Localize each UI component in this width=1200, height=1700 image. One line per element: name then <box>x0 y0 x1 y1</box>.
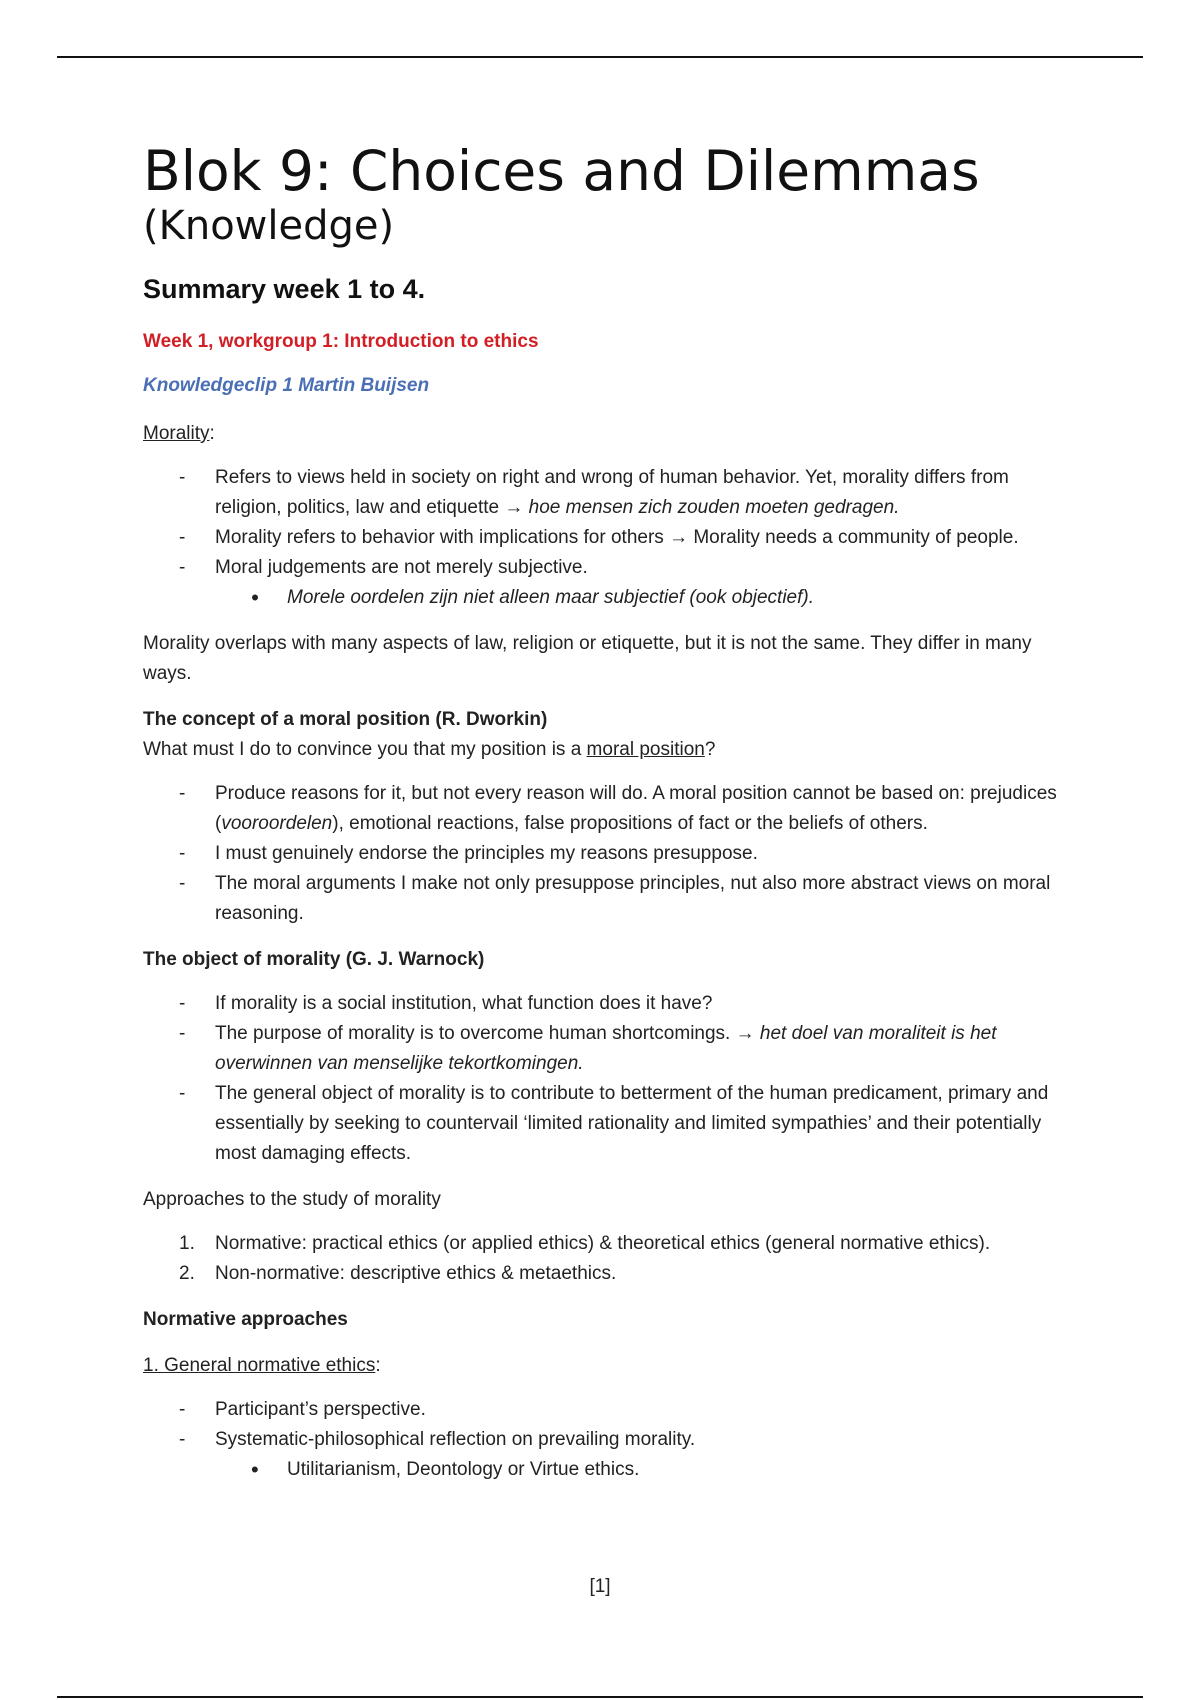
bottom-rule <box>57 1696 1143 1698</box>
list-item: - The purpose of morality is to overcome human shortcomings. → het doel van moraliteit is het overwinnen van menselijke tekortkomingen. <box>215 1019 1063 1079</box>
normative-subheading: 1. General normative ethics <box>143 1355 376 1376</box>
list-item: - If morality is a social institution, what function does it have? <box>215 989 1063 1019</box>
list-item: • Utilitarianism, Deontology or Virtue ethics. <box>287 1455 1063 1485</box>
warnock-list <box>143 989 1063 1169</box>
dworkin-heading: The concept of a moral position (R. Dworkin) <box>143 709 548 730</box>
morality-label-line: Morality: <box>143 423 215 444</box>
dworkin-list <box>143 779 1063 929</box>
arrow-right-icon: → <box>504 497 524 518</box>
list-item: - I must genuinely endorse the principles my reasons presuppose. <box>215 839 1063 869</box>
document-title: Blok 9: Choices and Dilemmas <box>143 139 980 203</box>
arrow-right-icon: → <box>669 527 689 548</box>
document-page <box>143 140 1063 1485</box>
list-item: - Morality refers to behavior with implications for others → Morality needs a community of people. <box>215 523 1063 553</box>
week-heading: Week 1, workgroup 1: Introduction to ethics <box>143 331 539 352</box>
normative-sub-list <box>215 1455 1063 1485</box>
overlap-paragraph: Morality overlaps with many aspects of law, religion or etiquette, but it is not the same. They differ in many ways. <box>143 633 1032 684</box>
dworkin-question: What must I do to convince you that my position is a moral position? <box>143 739 716 760</box>
arrow-right-icon: → <box>735 1023 755 1044</box>
list-item: 2. Non-normative: descriptive ethics & metaethics. <box>179 1263 617 1284</box>
normative-list <box>143 1395 1063 1485</box>
list-item: - Participant’s perspective. <box>215 1395 1063 1425</box>
list-item: - Refers to views held in society on right and wrong of human behavior. Yet, morality differs from religion, politics, law and etiquette → hoe mensen zich zouden moeten gedragen. <box>215 463 1063 523</box>
approaches-list <box>143 1229 1063 1289</box>
list-item: - The moral arguments I make not only presuppose principles, nut also more abstract views on moral reasoning. <box>215 869 1063 929</box>
summary-heading: Summary week 1 to 4. <box>143 274 426 304</box>
list-item: - The general object of morality is to contribute to betterment of the human predicament, primary and essentially by seeking to countervail ‘limited rationality and limited sympathies’ and their potentially most damaging effects. <box>215 1079 1063 1169</box>
normative-subheading-line: 1. General normative ethics: <box>143 1355 381 1376</box>
document-subtitle: (Knowledge) <box>143 203 395 249</box>
list-item: - Moral judgements are not merely subjective. • Morele oordelen zijn niet alleen maar subjectief (ook objectief). <box>215 553 1063 613</box>
list-item: • Morele oordelen zijn niet alleen maar subjectief (ook objectief). <box>287 583 1063 613</box>
morality-sub-list <box>215 583 1063 613</box>
morality-label: Morality <box>143 423 210 444</box>
list-item: 1. Normative: practical ethics (or applied ethics) & theoretical ethics (general normative ethics). <box>179 1233 991 1254</box>
page-number: [1] <box>589 1576 611 1597</box>
warnock-heading: The object of morality (G. J. Warnock) <box>143 949 485 970</box>
list-item: - Produce reasons for it, but not every reason will do. A moral position cannot be based on: prejudices (vooroordelen), emotional reactions, false propositions of fact or the beliefs of others. <box>215 779 1063 839</box>
top-rule <box>57 56 1143 58</box>
approaches-heading: Approaches to the study of morality <box>143 1189 441 1210</box>
clip-heading: Knowledgeclip 1 Martin Buijsen <box>143 375 430 396</box>
list-item: - Systematic-philosophical reflection on prevailing morality. • Utilitarianism, Deontology or Virtue ethics. <box>215 1425 1063 1485</box>
morality-list <box>143 463 1063 613</box>
normative-heading: Normative approaches <box>143 1309 348 1330</box>
